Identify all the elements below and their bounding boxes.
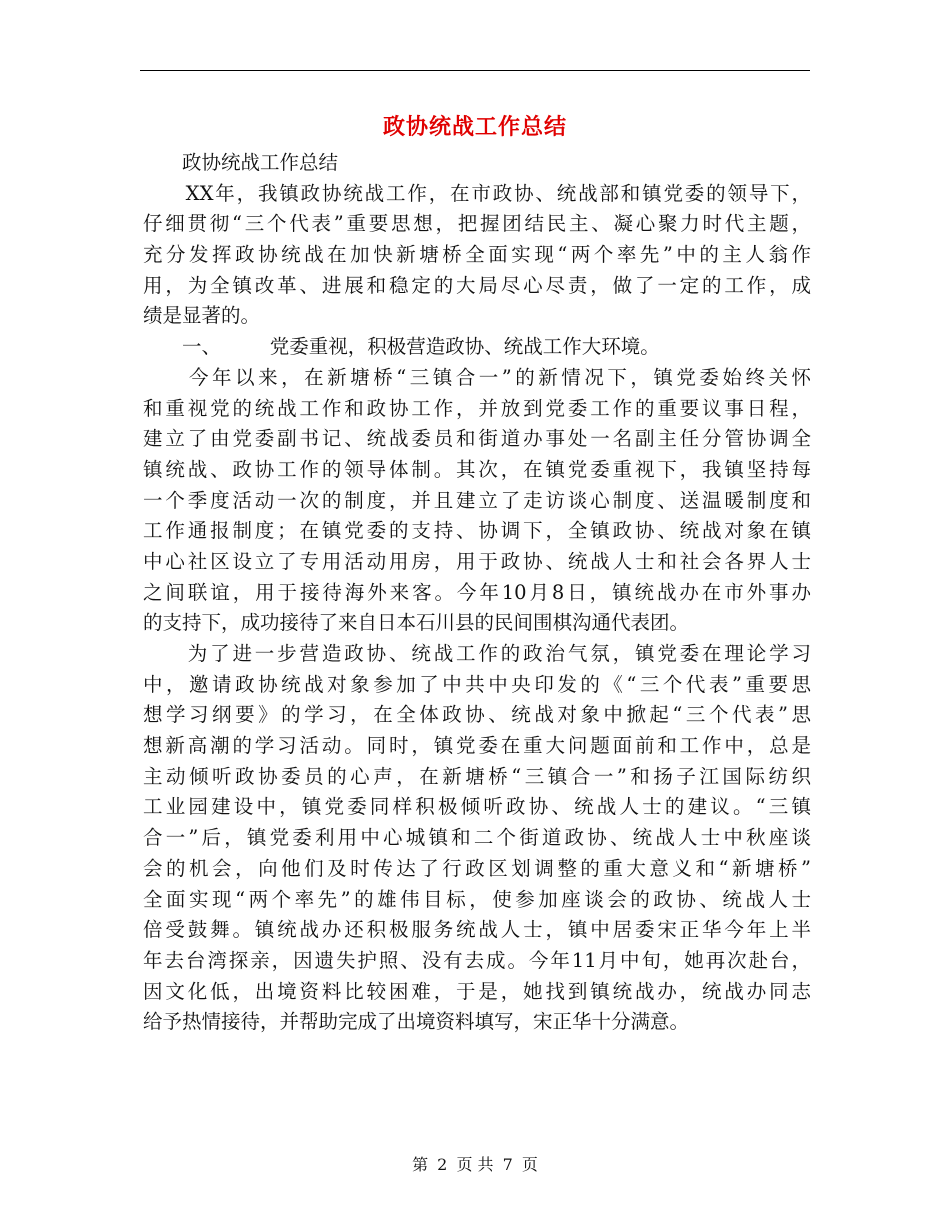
- text-line: 仔细贯彻“三个代表”重要思想，把握团结民主、凝心聚力时代主题，: [143, 212, 811, 236]
- text-line: 倍受鼓舞。镇统战办还积极服务统战人士，镇中居委宋正华今年上半: [143, 918, 811, 942]
- text-line: 镇统战、政协工作的领导体制。其次，在镇党委重视下，我镇坚持每: [143, 457, 811, 481]
- text-line: 工作通报制度；在镇党委的支持、协调下，全镇政协、统战对象在镇: [143, 519, 811, 543]
- text-line: 会的机会，向他们及时传达了行政区划调整的重大意义和“新塘桥”: [143, 856, 811, 880]
- footer-prefix: 第: [412, 1155, 429, 1174]
- text-line: 今年以来，在新塘桥“三镇合一”的新情况下，镇党委始终关怀: [143, 365, 811, 389]
- footer-total-pages: 7: [502, 1155, 513, 1174]
- text-line: 用，为全镇改革、进展和稳定的大局尽心尽责，做了一定的工作，成: [143, 273, 811, 297]
- text-line: 给予热情接待，并帮助完成了出境资料填写，宋正华十分满意。: [143, 1010, 690, 1034]
- text-line: 建立了由党委副书记、统战委员和街道办事处一名副主任分管协调全: [143, 427, 811, 451]
- text-line: 一个季度活动一次的制度，并且建立了走访谈心制度、送温暖制度和: [143, 488, 811, 512]
- footer-middle: 页 共: [456, 1155, 494, 1174]
- page-title: 政协统战工作总结: [382, 114, 567, 140]
- text-line: 想新高潮的学习活动。同时，镇党委在重大问题面前和工作中，总是: [143, 734, 811, 758]
- text-line: 年去台湾探亲，因遗失护照、没有去成。今年11月中旬，她再次赴台，: [143, 948, 811, 972]
- text-line: 全面实现“两个率先”的雄伟目标，使参加座谈会的政协、统战人士: [143, 887, 811, 911]
- text-line: 的支持下，成功接待了来自日本石川县的民间围棋沟通代表团。: [143, 611, 690, 635]
- text-line: 绩是显著的。: [143, 304, 261, 328]
- page-footer: [0, 1152, 950, 1175]
- text-line: 一、 党委重视，积极营造政协、统战工作大环境。: [143, 335, 660, 359]
- text-line: 政协统战工作总结: [143, 151, 339, 174]
- text-line: 充分发挥政协统战在加快新塘桥全面实现“两个率先”中的主人翁作: [143, 243, 811, 267]
- document-body: [143, 148, 811, 1038]
- footer-suffix: 页: [521, 1155, 538, 1174]
- text-line: 为了进一步营造政协、统战工作的政治气氛，镇党委在理论学习: [143, 642, 811, 665]
- footer-page-number: 2: [437, 1155, 448, 1174]
- text-line: 主动倾听政协委员的心声，在新塘桥“三镇合一”和扬子江国际纺织: [143, 764, 811, 788]
- text-line: 中心社区设立了专用活动用房，用于政协、统战人士和社会各界人士: [143, 549, 811, 573]
- header-rule: [140, 70, 810, 71]
- text-line: 工业园建设中，镇党委同样积极倾听政协、统战人士的建议。“三镇: [143, 795, 811, 819]
- text-line: XX年，我镇政协统战工作，在市政协、统战部和镇党委的领导下，: [143, 181, 811, 205]
- text-line: 和重视党的统战工作和政协工作，并放到党委工作的重要议事日程，: [143, 396, 811, 420]
- text-line: 想学习纲要》的学习，在全体政协、统战对象中掀起“三个代表”思: [143, 703, 811, 727]
- text-line: 之间联谊，用于接待海外来客。今年10月8日，镇统战办在市外事办: [143, 580, 811, 604]
- text-line: 因文化低，出境资料比较困难，于是，她找到镇统战办，统战办同志: [143, 979, 811, 1003]
- text-line: 合一”后，镇党委利用中心城镇和二个街道政协、统战人士中秋座谈: [143, 826, 811, 850]
- text-line: 中，邀请政协统战对象参加了中共中央印发的《“三个代表”重要思: [143, 672, 811, 696]
